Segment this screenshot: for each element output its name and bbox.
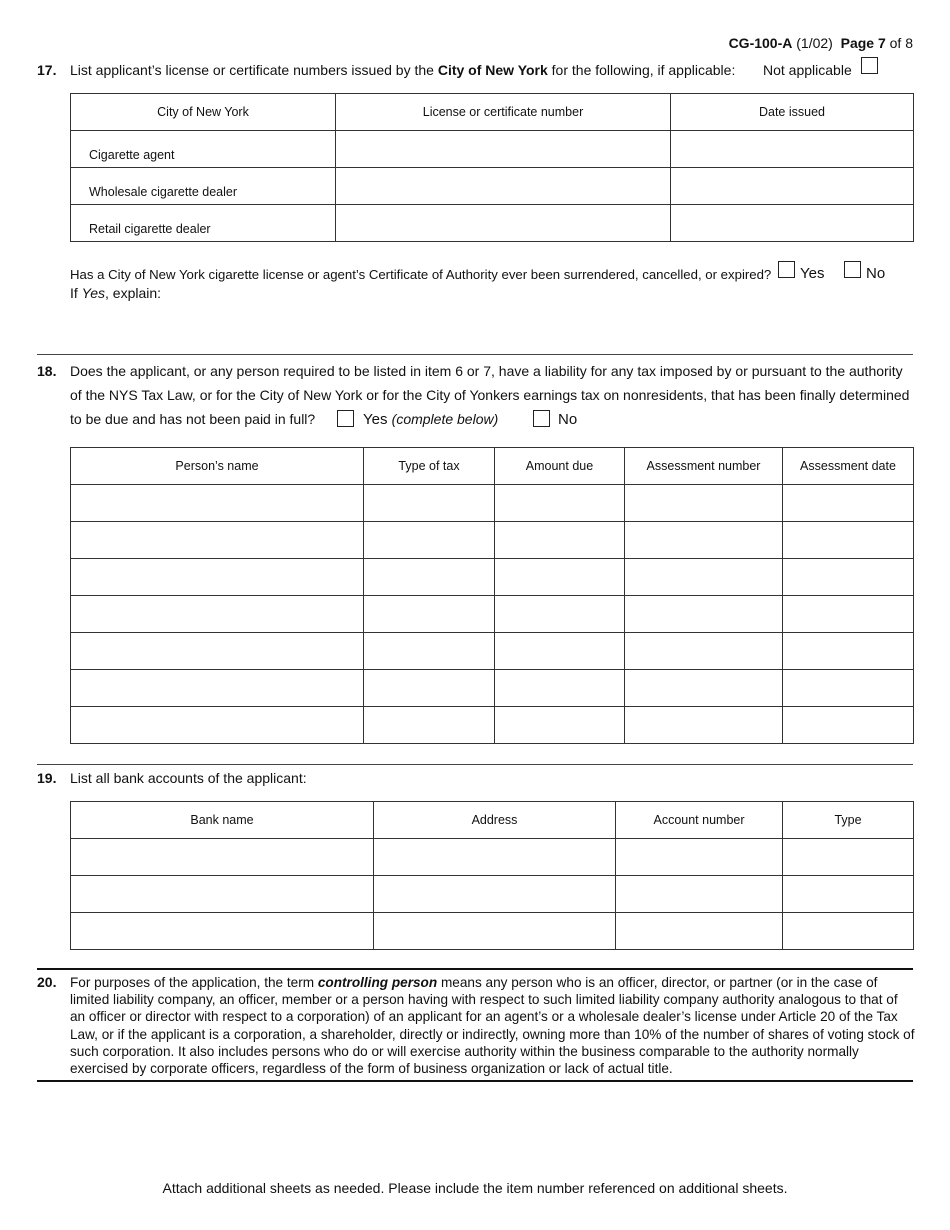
- divider: [37, 764, 913, 765]
- q17-row-label: Cigarette agent: [71, 131, 336, 168]
- table-row: [71, 205, 914, 242]
- table-cell[interactable]: [71, 707, 364, 744]
- table-cell[interactable]: [616, 876, 783, 913]
- q18-line1: Does the applicant, or any person required to be listed in item 6 or 7, have a liability for any tax imposed by or pursuant to the authority: [70, 363, 903, 379]
- page-header: [729, 35, 913, 51]
- q20-number: 20.: [37, 974, 57, 990]
- table-cell[interactable]: [625, 670, 783, 707]
- q17-text-after: for the following, if applicable:: [547, 62, 736, 78]
- table-cell[interactable]: [625, 596, 783, 633]
- q20-after: means any person who is an officer, director, or partner (or in the case of limited liability company, an officer, member or a person having with respect to such limited liability company authority analogous to that of an officer or director with respect to a corporation) of an applicant for an agent’s or a wholesale dealer’s license under Article 20 of the Tax Law, or if the applicant is a corporation, a shareholder, directly or indirectly, owning more than 10% of the number of shares of voting stock of such corporation. It also includes persons who do or will exercise authority within the business comparable to the authority normally exercised by corporate officers, regardless of the form of business organization or lack of actual title.: [70, 975, 915, 1077]
- q17-col-date: Date issued: [671, 94, 914, 131]
- table-cell[interactable]: [616, 839, 783, 876]
- table-cell[interactable]: [374, 839, 616, 876]
- table-cell[interactable]: [71, 913, 374, 950]
- q18-col-amount: Amount due: [495, 448, 625, 485]
- table-cell[interactable]: [495, 670, 625, 707]
- table-cell[interactable]: [783, 913, 914, 950]
- q19-col-bank-name: Bank name: [71, 802, 374, 839]
- form-id: CG-100-A: [728, 35, 793, 51]
- license-number-cell[interactable]: [336, 131, 671, 168]
- page-label: Page 7: [840, 35, 886, 51]
- table-cell[interactable]: [783, 485, 914, 522]
- table-cell[interactable]: [71, 670, 364, 707]
- q19-col-address: Address: [374, 802, 616, 839]
- page-of: of 8: [889, 35, 913, 51]
- table-cell[interactable]: [495, 522, 625, 559]
- q18-yes-note: (complete below): [391, 411, 499, 427]
- table-row: [71, 485, 914, 522]
- q19-number: 19.: [37, 770, 57, 786]
- table-cell[interactable]: [783, 707, 914, 744]
- q18-liability-table: [70, 447, 914, 744]
- q17-col-license: License or certificate number: [336, 94, 671, 131]
- table-row: [71, 633, 914, 670]
- table-row: [71, 131, 914, 168]
- not-applicable-label: Not applicable: [763, 62, 852, 78]
- table-cell[interactable]: [783, 522, 914, 559]
- table-row: [71, 559, 914, 596]
- q20-bottom-rule: [37, 1080, 913, 1082]
- table-cell[interactable]: [783, 633, 914, 670]
- q18-no-label: No: [558, 411, 578, 428]
- table-cell[interactable]: [364, 485, 495, 522]
- q20-before: For purposes of the application, the term: [70, 975, 318, 990]
- surrender-no-checkbox[interactable]: [844, 261, 861, 278]
- table-cell[interactable]: [783, 876, 914, 913]
- table-cell[interactable]: [625, 522, 783, 559]
- table-row: [71, 596, 914, 633]
- table-cell[interactable]: [783, 559, 914, 596]
- q17-text-before: List applicant’s license or certificate numbers issued by the: [70, 62, 438, 78]
- table-cell[interactable]: [783, 839, 914, 876]
- not-applicable-checkbox[interactable]: [861, 57, 878, 74]
- table-cell[interactable]: [374, 913, 616, 950]
- q18-yes-checkbox[interactable]: [337, 410, 354, 427]
- table-cell[interactable]: [495, 485, 625, 522]
- q19-col-type: Type: [783, 802, 914, 839]
- table-row: [71, 670, 914, 707]
- table-row: [71, 707, 914, 744]
- table-row: [71, 168, 914, 205]
- table-cell[interactable]: [364, 522, 495, 559]
- table-cell[interactable]: [364, 559, 495, 596]
- q20-top-rule: [37, 968, 913, 970]
- q19-text: List all bank accounts of the applicant:: [70, 770, 307, 786]
- table-row: [71, 839, 914, 876]
- table-cell[interactable]: [71, 633, 364, 670]
- table-cell[interactable]: [495, 707, 625, 744]
- q18-number: 18.: [37, 363, 57, 379]
- explain-yes: Yes: [81, 285, 106, 301]
- q18-col-assess-date: Assessment date: [783, 448, 914, 485]
- q18-col-assess-num: Assessment number: [625, 448, 783, 485]
- date-issued-cell[interactable]: [671, 168, 914, 205]
- table-cell[interactable]: [71, 596, 364, 633]
- table-cell[interactable]: [364, 596, 495, 633]
- table-cell[interactable]: [783, 596, 914, 633]
- q19-col-account-number: Account number: [616, 802, 783, 839]
- table-cell[interactable]: [71, 485, 364, 522]
- q18-col-tax-type: Type of tax: [364, 448, 495, 485]
- table-cell[interactable]: [71, 876, 374, 913]
- divider: [37, 354, 913, 355]
- table-cell[interactable]: [364, 707, 495, 744]
- form-revision: (1/02): [796, 35, 833, 51]
- q17-license-table: [70, 93, 914, 242]
- q19-bank-table: [70, 801, 914, 950]
- surrender-yes-label: Yes: [800, 265, 825, 282]
- table-cell[interactable]: [495, 633, 625, 670]
- date-issued-cell[interactable]: [671, 131, 914, 168]
- footer-note: Attach additional sheets as needed. Please include the item number referenced on additional sheets.: [162, 1180, 788, 1196]
- q18-col-person: Person’s name: [71, 448, 364, 485]
- q17-number: 17.: [37, 62, 57, 78]
- surrender-no-label: No: [866, 265, 886, 282]
- surrender-yes-checkbox[interactable]: [778, 261, 795, 278]
- q18-line3: to be due and has not been paid in full?: [70, 411, 316, 427]
- table-cell[interactable]: [495, 559, 625, 596]
- table-cell[interactable]: [625, 559, 783, 596]
- explain-if: If: [70, 285, 82, 301]
- q18-no-checkbox[interactable]: [533, 410, 550, 427]
- explain-label: [70, 285, 161, 301]
- table-row: [71, 522, 914, 559]
- q20-paragraph: [70, 974, 915, 1077]
- table-cell[interactable]: [374, 876, 616, 913]
- table-cell[interactable]: [71, 839, 374, 876]
- table-cell[interactable]: [783, 670, 914, 707]
- q17-row-label: Retail cigarette dealer: [71, 205, 336, 242]
- table-cell[interactable]: [71, 559, 364, 596]
- table-cell[interactable]: [616, 913, 783, 950]
- table-cell[interactable]: [625, 707, 783, 744]
- q17-row-label: Wholesale cigarette dealer: [71, 168, 336, 205]
- table-cell[interactable]: [364, 670, 495, 707]
- date-issued-cell[interactable]: [671, 205, 914, 242]
- license-number-cell[interactable]: [336, 205, 671, 242]
- surrender-question: Has a City of New York cigarette license or agent’s Certificate of Authority ever been surrendered, cancelled, or expired?: [70, 267, 772, 282]
- q17-text: [70, 62, 735, 78]
- table-cell[interactable]: [364, 633, 495, 670]
- q18-line2: of the NYS Tax Law, or for the City of New York or for the City of Yonkers earnings tax on nonresidents, that has been finally determined: [70, 387, 910, 403]
- q20-term: controlling person: [317, 975, 438, 990]
- license-number-cell[interactable]: [336, 168, 671, 205]
- explain-rest: , explain:: [105, 285, 162, 301]
- q18-yes-text: Yes: [363, 411, 388, 428]
- table-cell[interactable]: [71, 522, 364, 559]
- table-cell[interactable]: [625, 485, 783, 522]
- q17-text-bold: City of New York: [437, 62, 548, 78]
- table-row: [71, 913, 914, 950]
- table-cell[interactable]: [625, 633, 783, 670]
- table-row: [71, 876, 914, 913]
- q18-yes-label: [363, 411, 498, 428]
- q17-col-city: City of New York: [71, 94, 336, 131]
- table-cell[interactable]: [495, 596, 625, 633]
